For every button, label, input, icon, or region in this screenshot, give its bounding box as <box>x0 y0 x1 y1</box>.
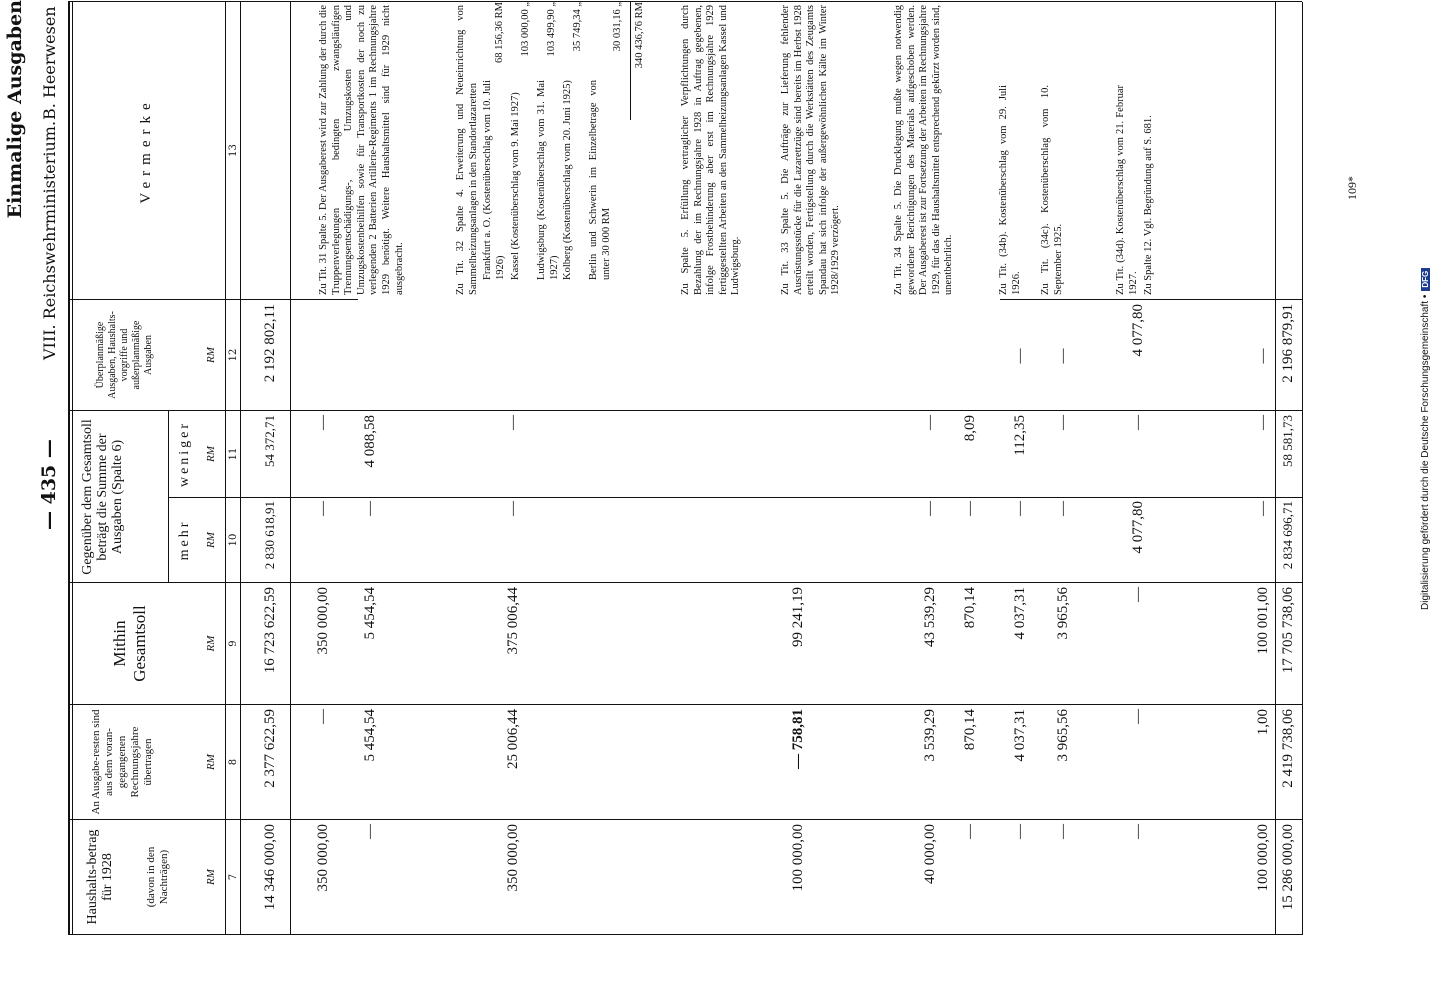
total-c7: 15 286 000,00 <box>1280 824 1296 911</box>
total-c11: 58 581,73 <box>1280 415 1295 467</box>
col11-header: weniger <box>177 420 192 488</box>
total-c9: 17 705 738,06 <box>1280 587 1296 674</box>
col10-number: 10 <box>228 533 239 547</box>
row-c8: 4 037,31 <box>1012 709 1028 762</box>
row-c11: 112,35 <box>1012 415 1028 456</box>
row-c11: 4 088,58 <box>362 415 378 468</box>
row-c10: — <box>362 501 378 516</box>
row-c9: 43 539,29 <box>922 587 938 647</box>
carry-c11: 54 372,71 <box>262 415 277 467</box>
carry-c9: 16 723 622,59 <box>262 587 278 674</box>
col9-header: Mithin Gesamtsoll <box>110 605 149 682</box>
row-c10: — <box>922 501 938 516</box>
col10-unit: RM <box>205 532 217 548</box>
row-c7: — <box>1055 824 1071 839</box>
row-c9: 100 001,00 <box>1255 587 1271 655</box>
row-c9: — <box>1130 587 1146 602</box>
row-c11: 8,09 <box>962 415 978 442</box>
col8-header: An Ausgabe-resten sind aus dem voran-gegangenen Rechnungsjahre übertragen <box>90 709 154 815</box>
note-tit-34d-spalte-12: Zu Spalte 12. Vgl. Begründung auf S. 681. <box>1143 115 1154 295</box>
section-subtitle: B. Heerwesen <box>40 6 59 120</box>
note-tit-33: Zu Tit. 33 Spalte 5. Die Aufträge zur Lieferung fehlender Ausrüstungsstücke für die Lazarettzüge sind bereits im Herbst 1928 erteilt worden, Fertigstellung durch die Werkstätten des Zeugamts Spandau hat sich infolge der außergewöhnlichen Kälte im Winter 1928/1929 verzögert. <box>780 5 842 295</box>
row-c10: — <box>1012 501 1028 516</box>
row-c9: 3 965,56 <box>1055 587 1071 640</box>
col7-number: 7 <box>228 873 239 881</box>
note-tit-34: Zu Tit. 34 Spalte 5. Die Drucklegung mußte wegen notwendig gewordener Berichtigungen des Materials aufgeschoben werden. Der Ausgaberest ist zur Fortsetzung der Arbeiten im Rechnungsjahre 1929, für das die Haushaltsmittel entsprechend gekürzt worden sind, unentbehrlich. <box>893 5 955 295</box>
row-c10: 4 077,80 <box>1130 501 1146 554</box>
row-c11: — <box>1255 415 1271 430</box>
row-c9: 4 037,31 <box>1012 587 1028 640</box>
col8-number: 8 <box>228 758 239 766</box>
row-c10: — <box>1255 501 1271 516</box>
col13-header: Vermerke <box>138 97 154 204</box>
dfg-logo: DFG <box>1421 268 1430 291</box>
row-c9: 5 454,54 <box>362 587 378 640</box>
row-c7: 350 000,00 <box>505 824 521 892</box>
row-c8: 25 006,44 <box>505 709 521 769</box>
row-c10: — <box>962 501 978 516</box>
section-heading: Einmalige Ausgaben <box>4 0 26 219</box>
rotated-ledger-page: Einmalige Ausgaben — 435 — VIII. Reichswehrministerium. B. Heerwesen Haushalts-betrag für 1928 (davon in den Nachträgen) RM 7 An Ausgabe-resten sind aus dem voran-gegangenen Rechnungsjahre übertragen RM 8 Mithin Gesamtsoll RM 9 Gegenüber dem Gesamtsoll beträgt die Summe der Ausgaben (Spalte 6) mehr RM 10 weniger RM 11 Überplanmäßige Ausgaben, Haushalts-vorgriffe und außerplanmäßige Ausgaben RM 12 Vermerke 13 14 346 000,00 2 377 622,59 16 723 622,59 2 830 618,91 54 372,71 2 192 802,11 350 000,00 — 350 000,00 — — — 5 454,54 5 454,54 — 4 088,58 350 000,00 25 006,44 375 006,44 — — 100 000,00 — 758,81 99 241,19 40 000,00 3 539,29 43 539,29 — — — 870,14 870,14 — 8,09 — 4 037,31 4 037,31 — 112,35 — — 3 965,56 3 965,56 — — — — — — 4 077,80 — 4 077,80 100 000,00 1,00 100 001,00 — — — 15 286 000,00 2 419 738,06 17 705 738,06 2 834 696,71 58 581,73 2 196 879,91 Zu Tit. 31 Spalte 5. Der Ausgaberest wird zur Zahlung der durch die Truppenverlegungen bedingten zwangsläufigen Trennungsentschädigungs-, Umzugskosten und Umzugskostenbeihilfen sowie für Transportkosten der noch zu verlegenden 2 Batterien Artillerie-Regiments 1 im Rechnungsjahre 1929 benötigt. Weitere Haushaltsmittel sind für 1929 nicht ausgebracht. Zu Tit. 32 Spalte 4. Erweiterung und Neueinrichtung von Sammelheizungsanlagen in den Standortlazaretten Frankfurt a. O. (Kostenüberschlag vom 10. Juli 1926) 68 156,36 RM Kassel (Kostenüberschlag vom 9. Mai 1927) 103 000,00 „ Ludwigsburg (Kostenüberschlag vom 31. Mai 1927) 103 499,90 „ Kolberg (Kostenüberschlag vom 20. Juni 1925) 35 749,34 „ Berlin und Schwerin im Einzelbetrage von unter 30 000 RM 30 031,16 „ 340 436,76 RM Zu Spalte 5. Erfüllung vertraglicher Verpflichtungen durch Bezahlung der im Rechnungsjahre 1928 in Auftrag gegebenen, infolge Frostbehinderung aber erst im Rechnungsjahre 1929 fertiggestellten Arbeiten an den Sammelheizungsanlagen Kassel und Ludwigsburg. Zu Tit. 33 Spalte 5. Die Aufträge zur Lieferung fehlender Ausrüstungsstücke für die Lazarettzüge sind bereits im Herbst 1928 erteilt worden, Fertigstellung durch die Werkstätten des Zeugamts Spandau hat sich infolge der außergewöhnlichen Kälte im Winter 1928/1929 verzögert. Zu Tit. 34 Spalte 5. Die Drucklegung mußte wegen notwendig gewordener Berichtigungen des Materials aufgeschoben werden. Der Ausgaberest ist zur Fortsetzung der Arbeiten im Rechnungsjahre 1929, für das die Haushaltsmittel entsprechend gekürzt worden sind, unentbehrlich. Zu Tit. (34b). Kostenüberschlag vom 29. Juli 1926. Zu Tit. (34c). Kostenüberschlag vom 10. September 1925. Zu Tit. (34d). Kostenüberschlag vom 21. Februar 1927. Zu Spalte 12. Vgl. Begründung auf S. 681. 109* Digitalisierung gefördert durch die Deutsche Forschungsgemeinschaft •DFG <box>0 0 1434 1000</box>
row-c11: — <box>1055 415 1071 430</box>
col12-number: 12 <box>228 348 239 362</box>
total-c10: 2 834 696,71 <box>1280 501 1295 570</box>
row-c8: 870,14 <box>962 709 978 751</box>
row-c9: 870,14 <box>962 587 978 629</box>
row-c11: — <box>922 415 938 430</box>
note-tit-31: Zu Tit. 31 Spalte 5. Der Ausgaberest wird zur Zahlung der durch die Truppenverlegungen bedingten zwangsläufigen Trennungsentschädigungs-, Umzugskosten und Umzugskostenbeihilfen sowie für Transportkosten der noch zu verlegenden 2 Batterien Artillerie-Regiments 1 im Rechnungsjahre 1929 benötigt. Weitere Haushaltsmittel sind für 1929 nicht ausgebracht. <box>318 5 405 295</box>
row-c10: — <box>1055 501 1071 516</box>
row-c8: 3 539,29 <box>922 709 938 762</box>
row-c8: 3 965,56 <box>1055 709 1071 762</box>
col11-number: 11 <box>228 447 239 461</box>
col12-unit: RM <box>205 347 217 363</box>
row-c8: — <box>1130 709 1146 724</box>
row-c12: 4 077,80 <box>1130 304 1146 357</box>
row-c11: — <box>315 415 331 430</box>
row-c12: — <box>1255 348 1271 364</box>
row-c11: — <box>1130 415 1146 430</box>
row-c7: — <box>1012 824 1028 839</box>
note-tit-34b: Zu Tit. (34b). Kostenüberschlag vom 29. Juli 1926. <box>998 85 1022 295</box>
col9-unit: RM <box>205 635 217 652</box>
row-c7: 100 000,00 <box>790 824 806 892</box>
row-c9: 375 006,44 <box>505 587 521 655</box>
note-tit-34c: Zu Tit. (34c). Kostenüberschlag vom 10. September 1925. <box>1040 85 1064 295</box>
row-c10: — <box>315 501 331 516</box>
note-tit-32-total: 340 436,76 RM <box>634 2 645 69</box>
col7-subheader: (davon in den Nachträgen) <box>145 846 170 908</box>
note-tit-32-head: Zu Tit. 32 Spalte 4. Erweiterung und Neueinrichtung von Sammelheizungsanlagen in den Standortlazaretten <box>455 5 479 295</box>
total-c8: 2 419 738,06 <box>1280 709 1296 788</box>
page-header <box>20 0 60 1000</box>
col9-number: 9 <box>228 640 239 647</box>
row-c8: — <box>315 709 331 724</box>
row-c10: — <box>505 501 521 516</box>
digitization-credit: Digitalisierung gefördert durch die Deutsche Forschungsgemeinschaft •DFG <box>1420 268 1431 610</box>
row-c7: — <box>1130 824 1146 839</box>
row-c7: 350 000,00 <box>315 824 331 892</box>
row-c7: — <box>962 824 978 839</box>
col10-11-group-header: Gegenüber dem Gesamtsoll beträgt die Summe der Ausgaben (Spalte 6) <box>80 419 125 575</box>
row-c9: 350 000,00 <box>315 587 331 655</box>
carry-c10: 2 830 618,91 <box>262 501 277 570</box>
total-c12: 2 196 879,91 <box>1280 304 1296 383</box>
page-number: — 435 — <box>38 439 60 530</box>
footer-page-number: 109* <box>1345 176 1359 200</box>
carry-c8: 2 377 622,59 <box>262 709 278 788</box>
row-c8: — 758,81 <box>790 709 806 769</box>
col8-unit: RM <box>205 754 217 770</box>
row-c7: — <box>362 824 378 839</box>
col13-number: 13 <box>228 144 239 157</box>
row-c8: 1,00 <box>1255 709 1271 736</box>
note-tit-34d: Zu Tit. (34d). Kostenüberschlag vom 21. Februar 1927. <box>1115 85 1139 295</box>
col7-unit: RM <box>205 869 217 885</box>
carry-c7: 14 346 000,00 <box>262 824 278 911</box>
row-c12: — <box>1012 348 1028 364</box>
row-c11: — <box>505 415 521 430</box>
row-c7: 100 000,00 <box>1255 824 1271 892</box>
note-tit-32-spalte-5: Zu Spalte 5. Erfüllung vertraglicher Verpflichtungen durch Bezahlung der im Rechnungsjahre 1928 in Auftrag gegebenen, infolge Frostbehinderung aber erst im Rechnungsjahre 1929 fertiggestellten Arbeiten an den Sammelheizungsanlagen Kassel und Ludwigsburg. <box>680 5 742 295</box>
chapter-title: VIII. Reichswehrministerium. <box>40 120 59 360</box>
row-c7: 40 000,00 <box>922 824 938 884</box>
col11-unit: RM <box>205 446 217 462</box>
col7-header: Haushalts-betrag für 1928 <box>85 829 115 925</box>
carry-c12: 2 192 802,11 <box>262 304 278 383</box>
row-c8: 5 454,54 <box>362 709 378 762</box>
row-c9: 99 241,19 <box>790 587 806 647</box>
col12-header: Überplanmäßige Ausgaben, Haushalts-vorgriffe und außerplanmäßige Ausgaben <box>95 311 154 399</box>
row-c12: — <box>1055 348 1071 364</box>
col10-header: mehr <box>177 519 192 561</box>
